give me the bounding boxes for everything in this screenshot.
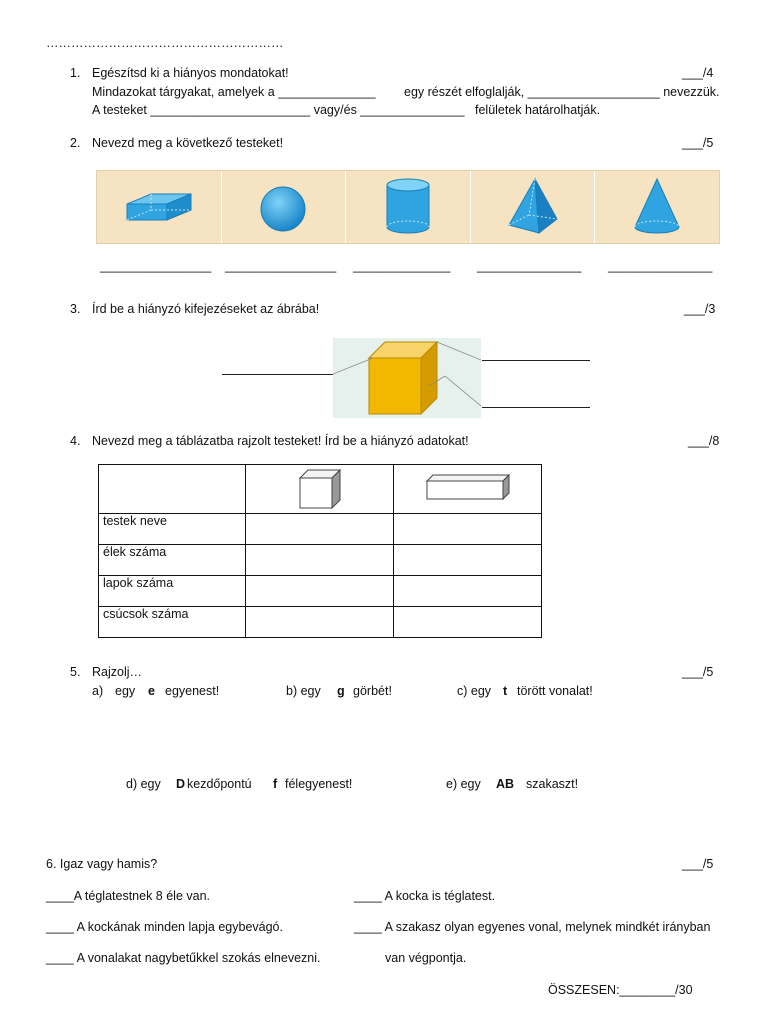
row-label: csúcsok száma bbox=[99, 607, 246, 638]
q6-left-3[interactable]: ____ A vonalakat nagybetűkkel szokás elnevezni. bbox=[46, 951, 321, 965]
shape-cell bbox=[222, 171, 347, 243]
answer-line-2[interactable]: ________________ bbox=[225, 259, 337, 273]
shape-cell bbox=[97, 171, 222, 243]
q6-left-2[interactable]: ____ A kockának minden lapja egybevágó. bbox=[46, 920, 283, 934]
q3-number: 3. bbox=[70, 302, 81, 316]
q5b-post: görbét! bbox=[353, 684, 392, 698]
cube-outline-icon bbox=[296, 466, 344, 510]
q5-title: Rajzolj… bbox=[92, 665, 143, 679]
q6-right-3: van végpontja. bbox=[385, 951, 467, 965]
q5e-letter: AB bbox=[496, 777, 515, 791]
q1-line2-a[interactable]: A testeket _______________________ vagy/és _______________ bbox=[92, 103, 465, 117]
pyramid-icon bbox=[503, 175, 563, 239]
q5d-mid: kezdőpontú bbox=[187, 777, 252, 791]
table-header-prism bbox=[394, 465, 542, 514]
row-label: testek neve bbox=[99, 514, 246, 545]
cube-label-blank-left[interactable] bbox=[222, 374, 333, 375]
q5c-letter: t bbox=[503, 684, 508, 698]
shape-cell bbox=[346, 171, 471, 243]
answer-line-5[interactable]: _______________ bbox=[608, 259, 713, 273]
table-cell[interactable] bbox=[246, 545, 394, 576]
table-cell[interactable] bbox=[394, 576, 542, 607]
q5e-post: szakaszt! bbox=[526, 777, 579, 791]
shape-cell bbox=[595, 171, 719, 243]
row-label: élek száma bbox=[99, 545, 246, 576]
q3-score: ___/3 bbox=[684, 302, 716, 316]
table-corner bbox=[99, 465, 246, 514]
q5a-post: egyenest! bbox=[165, 684, 220, 698]
q1-line1-a[interactable]: Mindazokat tárgyakat, amelyek a ______________ bbox=[92, 85, 376, 99]
rectangular-prism-icon bbox=[119, 182, 199, 232]
prism-outline-icon bbox=[423, 471, 513, 505]
q5d-label: d) egy bbox=[126, 777, 161, 791]
q5-number: 5. bbox=[70, 665, 81, 679]
q6-title: 6. Igaz vagy hamis? bbox=[46, 857, 158, 871]
row-label: lapok száma bbox=[99, 576, 246, 607]
q5c-label: c) egy bbox=[457, 684, 492, 698]
q5d-post: félegyenest! bbox=[285, 777, 353, 791]
q6-right-1[interactable]: ____ A kocka is téglatest. bbox=[354, 889, 496, 903]
q4-score: ___/8 bbox=[688, 434, 720, 448]
q5-score: ___/5 bbox=[682, 665, 714, 679]
q4-title: Nevezd meg a táblázatba rajzolt testeket! Írd be a hiányzó adatokat! bbox=[92, 434, 469, 448]
q5c-post: törött vonalat! bbox=[517, 684, 593, 698]
shape-cell bbox=[471, 171, 596, 243]
table-header-cube bbox=[246, 465, 394, 514]
q5a-pre: egy bbox=[115, 684, 136, 698]
name-line[interactable]: ………………………………………………… bbox=[46, 36, 284, 50]
cube-diagram bbox=[333, 338, 481, 418]
total-score: ÖSSZESEN:________/30 bbox=[548, 983, 693, 997]
q1-score: ___/4 bbox=[682, 66, 714, 80]
q5d-letter: D bbox=[176, 777, 186, 791]
table-cell[interactable] bbox=[394, 607, 542, 638]
answer-line-3[interactable]: ______________ bbox=[353, 259, 451, 273]
q5e-label: e) egy bbox=[446, 777, 481, 791]
cylinder-icon bbox=[378, 175, 438, 239]
q5b-label: b) egy bbox=[286, 684, 321, 698]
q5b-letter: g bbox=[337, 684, 345, 698]
cone-icon bbox=[627, 175, 687, 239]
q5a-letter: e bbox=[148, 684, 155, 698]
answer-line-4[interactable]: _______________ bbox=[477, 259, 582, 273]
q5a-label: a) bbox=[92, 684, 104, 698]
table-cell[interactable] bbox=[246, 576, 394, 607]
sphere-icon bbox=[253, 177, 313, 237]
q2-score: ___/5 bbox=[682, 136, 714, 150]
q6-score: ___/5 bbox=[682, 857, 714, 871]
shapes-strip bbox=[96, 170, 720, 244]
table-cell[interactable] bbox=[394, 514, 542, 545]
cube-label-blank-bottom[interactable] bbox=[482, 407, 590, 408]
table-cell[interactable] bbox=[246, 514, 394, 545]
q5d-letter2: f bbox=[273, 777, 278, 791]
q1-title: Egészítsd ki a hiányos mondatokat! bbox=[92, 66, 289, 80]
table-cell[interactable] bbox=[394, 545, 542, 576]
q2-title: Nevezd meg a következő testeket! bbox=[92, 136, 284, 150]
q4-number: 4. bbox=[70, 434, 81, 448]
q3-title: Írd be a hiányzó kifejezéseket az ábrába! bbox=[92, 302, 320, 316]
q6-left-1[interactable]: ____A téglatestnek 8 éle van. bbox=[46, 889, 211, 903]
answer-line-1[interactable]: ________________ bbox=[100, 259, 212, 273]
cube-label-blank-top[interactable] bbox=[482, 360, 590, 361]
solids-table bbox=[98, 464, 542, 638]
q1-number: 1. bbox=[70, 66, 81, 80]
q1-line1-b[interactable]: egy részét elfoglalják, ___________________ nevezzük. bbox=[404, 85, 720, 99]
table-cell[interactable] bbox=[246, 607, 394, 638]
q6-right-2[interactable]: ____ A szakasz olyan egyenes vonal, melynek mindkét irányban bbox=[354, 920, 711, 934]
q2-number: 2. bbox=[70, 136, 81, 150]
q1-line2-b: felületek határolhatják. bbox=[475, 103, 601, 117]
